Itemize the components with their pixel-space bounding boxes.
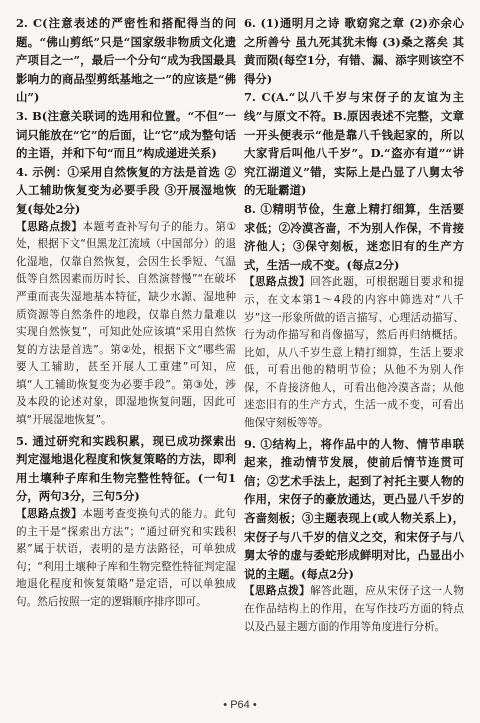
page-number: • P64 •: [223, 699, 257, 711]
hint-paragraph: [244, 274, 464, 432]
hint-text: 本题考查变换句式的能力。此句的主干是“探索出方法”；“通过研究和实践积累”属于状语，表明的是方法路径，可单独成句；“利用土壤种子库和生物完整性特征判定湿地退化程度和恢复策略”是定语，可以单独成句。然后按照一定的逻辑顺序排序即可。: [16, 508, 236, 608]
hint-tag: 【思路点拨】: [244, 276, 311, 289]
left-column: [16, 14, 236, 694]
hint-paragraph: [16, 506, 236, 612]
hint-text: 本题考查补写句子的能力。第①处，根据下文“但黑龙江流域（中国部分）的退化湿地，仅靠自然恢复，会因生长季短、气温低等自然因素而历时长、自然演替慢”“在破坏严重而丧失湿地基本特征，缺少水源、湿地种质资源等自然条件的地段，仅靠自然力量难以实现自然恢复”，可知此处应该填“采用自然恢复的方法是首选”。第②处，根据下文“哪些需要人工辅助，甚至开展人工重建”可知，应填“人工辅助恢复变为必要手段”。第③处，涉及本段的论述对象，即湿地恢复问题，因此可填“开展湿地恢复”。: [16, 220, 236, 427]
columns: [16, 14, 464, 694]
hint-text: 解答此题，应从宋伢子这一人物在作品结构上的作用，在写作技巧方面的特点以及凸显主题方面的作用等角度进行分析。: [244, 585, 464, 633]
hint-tag: 【思路点拨】: [16, 508, 83, 521]
answer-item: 5. 通过研究和实践积累，现已成功探索出判定湿地退化程度和恢复策略的方法，即利用土壤种子库和生物完整性特征。(一句1分，两句3分，三句5分): [16, 433, 236, 504]
right-column: [244, 14, 464, 694]
answer-item: 8. ①精明节俭，生意上精打细算，生活要求低；②冷漠吝啬，不为别人作保，不肯接济他人；③保守刻板，迷恋旧有的生产方式，生活一成不变。(每点2分): [244, 201, 464, 272]
hint-tag: 【思路点拨】: [16, 220, 83, 233]
answer-item: 4. 示例：①采用自然恢复的方法是首选 ②人工辅助恢复变为必要手段 ③开展湿地恢复(每处2分): [16, 164, 236, 216]
answer-item: 3. B(注意关联词的选用和位置。“不但”一词只能放在“它”的后面，让“它”成为整句话的主语，并和下句“而且”构成递进关系): [16, 108, 236, 161]
answer-item: 7. C(A.“以八千岁与宋伢子的友谊为主线”与原文不符。B.原因表述不完整，文章一开头便表示“他是靠八千钱起家的，所以大家背后叫他八千岁”。D.“盗亦有道”“讲究江湖道义”错，实际上是凸显了八舅太爷的无耻霸道): [244, 90, 464, 198]
hint-paragraph: [244, 583, 464, 636]
hint-text: 回答此题，可根据题目要求和提示，在文本第1～4段的内容中筛选对“八千岁”这一形象所做的语言描写、心理活动描写、行为动作描写和肖像描写，然后再归纳概括。比如，从八千岁生意上精打细算，生活上要求低，可看出他的精明节俭；从他不为别人作保，不肯接济他人，可看出他冷漠吝啬；从他迷恋旧有的生产方式，生活一成不变，可看出他保守刻板等等。: [244, 276, 464, 430]
hint-paragraph: [16, 219, 236, 430]
answer-item: 9. ①结构上，将作品中的人物、情节串联起来，推动情节发展，使前后情节连贯可信；②艺术手法上，起到了衬托主要人物的作用，宋伢子的豪放通达，更凸显八千岁的吝啬刻板；③主题表现上(或人物关系上)，宋伢子与八千岁的信义之交，和宋伢子与八舅太爷的虚与委蛇形成鲜明对比，凸显出小说的主题。(每点2分): [244, 436, 464, 581]
hint-tag: 【思路点拨】: [244, 585, 311, 598]
answer-item: 6. (1)通明月之诗 歌窈窕之章 (2)亦余心之所善兮 虽九死其犹未悔 (3)桑之落矣 其黄而陨(每空1分，有错、漏、添字则该空不得分): [244, 16, 464, 86]
answer-item: 2. C(注意表述的严密性和搭配得当的问题。“佛山剪纸”只是“国家级非物质文化遗产项目之一”，最后一个分句“成为我国最具影响力的商品型剪纸基地之一”的应该是“佛山”): [16, 16, 236, 105]
